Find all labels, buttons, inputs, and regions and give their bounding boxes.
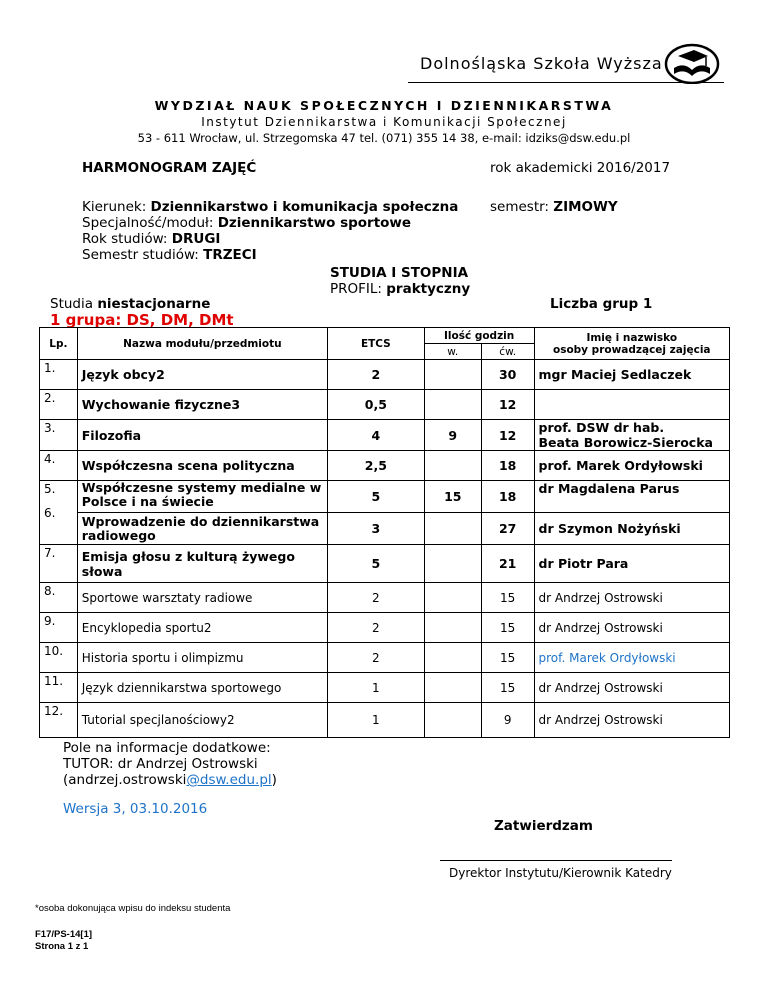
row-w bbox=[424, 451, 481, 481]
row-ects: 5 bbox=[328, 545, 425, 583]
semestr-studiow-value: TRZECI bbox=[203, 247, 257, 263]
specjalnosc-label: Specjalność/moduł: bbox=[82, 215, 218, 231]
table-row bbox=[40, 513, 730, 545]
row-lp: 3. bbox=[40, 420, 78, 451]
row-teacher: dr Piotr Para bbox=[534, 545, 729, 583]
table-row bbox=[40, 583, 730, 613]
row-w bbox=[424, 643, 481, 673]
row-lp: 9. bbox=[40, 613, 78, 643]
row-teacher-line2: Beata Borowicz-Sierocka bbox=[538, 435, 713, 450]
row-name: Encyklopedia sportu2 bbox=[77, 613, 327, 643]
row-teacher: prof. Marek Ordyłowski bbox=[534, 643, 729, 673]
header-name: Nazwa modułu/przedmiotu bbox=[77, 328, 327, 360]
table-row bbox=[40, 390, 730, 420]
row-teacher: dr Andrzej Ostrowski bbox=[534, 583, 729, 613]
specjalnosc-value: Dziennikarstwo sportowe bbox=[217, 215, 412, 231]
row-teacher: dr Szymon Nożyński bbox=[534, 513, 729, 545]
row-lp: 12. bbox=[40, 703, 78, 738]
header-ects: ETCS bbox=[328, 328, 425, 360]
row-cw: 12 bbox=[481, 390, 534, 420]
profil-label: PROFIL: bbox=[330, 281, 387, 297]
row-cw: 18 bbox=[481, 481, 534, 513]
studia-stopnia: STUDIA I STOPNIA bbox=[330, 265, 469, 281]
row-cw: 15 bbox=[481, 673, 534, 703]
studia-label: Studia bbox=[50, 296, 98, 312]
version-label: Wersja 3, 03.10.2016 bbox=[63, 801, 208, 817]
row-teacher bbox=[534, 420, 729, 451]
row-name: Historia sportu i olimpizmu bbox=[77, 643, 327, 673]
rok-line bbox=[82, 231, 220, 247]
row-name: Emisja głosu z kulturą żywego słowa bbox=[77, 545, 327, 583]
row-cw: 15 bbox=[481, 583, 534, 613]
header-divider bbox=[408, 82, 724, 83]
signature-line bbox=[440, 860, 672, 861]
row-ects: 3 bbox=[328, 513, 425, 545]
tutor-email-link[interactable]: @dsw.edu.pl bbox=[186, 772, 272, 788]
kierunek-line bbox=[82, 199, 458, 215]
row-ects: 2 bbox=[328, 360, 425, 390]
approve-label: Zatwierdzam bbox=[494, 818, 593, 834]
row-name: Język obcy2 bbox=[77, 360, 327, 390]
row-w bbox=[424, 390, 481, 420]
additional-info-label: Pole na informacje dodatkowe: bbox=[63, 740, 271, 756]
row-cw: 18 bbox=[481, 451, 534, 481]
table-row bbox=[40, 481, 730, 513]
row-name: Tutorial specjlanościowy2 bbox=[77, 703, 327, 738]
footnote: *osoba dokonująca wpisu do indeksu studenta bbox=[35, 903, 231, 914]
semestr-studiow-label: Semestr studiów: bbox=[82, 247, 204, 263]
form-code: F17/PS-14[1] bbox=[35, 929, 93, 940]
row-w bbox=[424, 673, 481, 703]
tutor-line: TUTOR: dr Andrzej Ostrowski bbox=[63, 756, 258, 772]
row-ects: 1 bbox=[328, 673, 425, 703]
header-hours: Ilość godzin bbox=[424, 328, 534, 344]
row-cw: 15 bbox=[481, 613, 534, 643]
academic-year: rok akademicki 2016/2017 bbox=[490, 160, 671, 176]
row-name: Współczesna scena polityczna bbox=[77, 451, 327, 481]
row-lp: 11. bbox=[40, 673, 78, 703]
row-teacher: dr Magdalena Parus bbox=[534, 481, 729, 513]
row-w: 15 bbox=[424, 481, 481, 513]
row-ects: 2 bbox=[328, 583, 425, 613]
row-teacher: dr Andrzej Ostrowski bbox=[534, 703, 729, 738]
row-ects: 2 bbox=[328, 613, 425, 643]
row-cw: 27 bbox=[481, 513, 534, 545]
group-label: 1 grupa: DS, DM, DMt bbox=[50, 311, 234, 329]
row-ects: 2 bbox=[328, 643, 425, 673]
kierunek-label: Kierunek: bbox=[82, 199, 151, 215]
row-w bbox=[424, 703, 481, 738]
email-prefix: (andrzej.ostrowski bbox=[63, 772, 187, 788]
row-cw: 12 bbox=[481, 420, 534, 451]
row-cw: 30 bbox=[481, 360, 534, 390]
semestr-label: semestr: bbox=[490, 199, 554, 215]
page-number: Strona 1 z 1 bbox=[35, 941, 89, 952]
profil-value: praktyczny bbox=[386, 281, 471, 297]
row-ects: 0,5 bbox=[328, 390, 425, 420]
table-row bbox=[40, 360, 730, 390]
schedule-table bbox=[39, 327, 730, 738]
row-lp bbox=[40, 481, 78, 545]
row-ects: 1 bbox=[328, 703, 425, 738]
row-w: 9 bbox=[424, 420, 481, 451]
semestr-studiow-line bbox=[82, 247, 257, 263]
institute-name: Instytut Dziennikarstwa i Komunikacji Społecznej bbox=[201, 115, 567, 129]
row-w bbox=[424, 545, 481, 583]
table-row bbox=[40, 420, 730, 451]
institute-address: 53 - 611 Wrocław, ul. Strzegomska 47 tel. (071) 355 14 38, e-mail: idziks@dsw.edu.pl bbox=[137, 131, 631, 145]
row-teacher: mgr Maciej Sedlaczek bbox=[534, 360, 729, 390]
specjalnosc-line bbox=[82, 215, 411, 231]
semestr-value: ZIMOWY bbox=[553, 199, 618, 215]
row-name: Wprowadzenie do dziennikarstwa radiowego bbox=[77, 513, 327, 545]
table-row bbox=[40, 643, 730, 673]
header-lp: Lp. bbox=[40, 328, 78, 360]
row-lp: 10. bbox=[40, 643, 78, 673]
row-w bbox=[424, 513, 481, 545]
tutor-email-line bbox=[63, 772, 277, 788]
table-row bbox=[40, 673, 730, 703]
header-teacher bbox=[534, 328, 729, 360]
rok-label: Rok studiów: bbox=[82, 231, 172, 247]
row-lp-6: 6. bbox=[44, 506, 56, 520]
studia-line bbox=[50, 296, 210, 312]
table-row bbox=[40, 545, 730, 583]
row-w bbox=[424, 613, 481, 643]
liczba-grup: Liczba grup 1 bbox=[550, 296, 653, 312]
header-teacher-line2: osoby prowadzącej zajęcia bbox=[552, 343, 711, 356]
table-row bbox=[40, 703, 730, 738]
header-w: w. bbox=[424, 344, 481, 360]
row-teacher: dr Andrzej Ostrowski bbox=[534, 613, 729, 643]
table-row bbox=[40, 613, 730, 643]
row-lp: 1. bbox=[40, 360, 78, 390]
row-w bbox=[424, 360, 481, 390]
row-lp: 4. bbox=[40, 451, 78, 481]
rok-value: DRUGI bbox=[171, 231, 221, 247]
header-teacher-line1: Imię i nazwisko bbox=[586, 331, 678, 344]
graduation-book-icon bbox=[664, 40, 720, 84]
faculty-name: WYDZIAŁ NAUK SPOŁECZNYCH I DZIENNIKARSTWA bbox=[154, 98, 614, 113]
row-w bbox=[424, 583, 481, 613]
row-teacher bbox=[534, 390, 729, 420]
school-name: Dolnośląska Szkoła Wyższa bbox=[420, 54, 663, 73]
header-cw: ćw. bbox=[481, 344, 534, 360]
row-lp: 7. bbox=[40, 545, 78, 583]
kierunek-value: Dziennikarstwo i komunikacja społeczna bbox=[150, 199, 459, 215]
row-lp: 8. bbox=[40, 583, 78, 613]
row-name: Sportowe warsztaty radiowe bbox=[77, 583, 327, 613]
semestr-line bbox=[490, 199, 618, 215]
studia-value: niestacjonarne bbox=[97, 296, 211, 312]
schedule-title: HARMONOGRAM ZAJĘĆ bbox=[82, 160, 257, 176]
additional-info bbox=[63, 740, 277, 788]
row-name: Współczesne systemy medialne w Polsce i na świecie bbox=[77, 481, 327, 513]
row-name: Język dziennikarstwa sportowego bbox=[77, 673, 327, 703]
row-name: Filozofia bbox=[77, 420, 327, 451]
row-teacher-line1: prof. DSW dr hab. bbox=[538, 420, 665, 435]
row-ects: 2,5 bbox=[328, 451, 425, 481]
row-cw: 9 bbox=[481, 703, 534, 738]
row-teacher: prof. Marek Ordyłowski bbox=[534, 451, 729, 481]
table-header-row bbox=[40, 328, 730, 344]
profil-line bbox=[330, 281, 470, 297]
row-cw: 15 bbox=[481, 643, 534, 673]
director-label: Dyrektor Instytutu/Kierownik Katedry bbox=[449, 866, 672, 880]
row-lp: 2. bbox=[40, 390, 78, 420]
row-ects: 4 bbox=[328, 420, 425, 451]
row-cw: 21 bbox=[481, 545, 534, 583]
row-name: Wychowanie fizyczne3 bbox=[77, 390, 327, 420]
table-row bbox=[40, 451, 730, 481]
row-ects: 5 bbox=[328, 481, 425, 513]
row-teacher: dr Andrzej Ostrowski bbox=[534, 673, 729, 703]
row-lp-5: 5. bbox=[44, 482, 56, 496]
email-suffix: ) bbox=[271, 772, 277, 788]
